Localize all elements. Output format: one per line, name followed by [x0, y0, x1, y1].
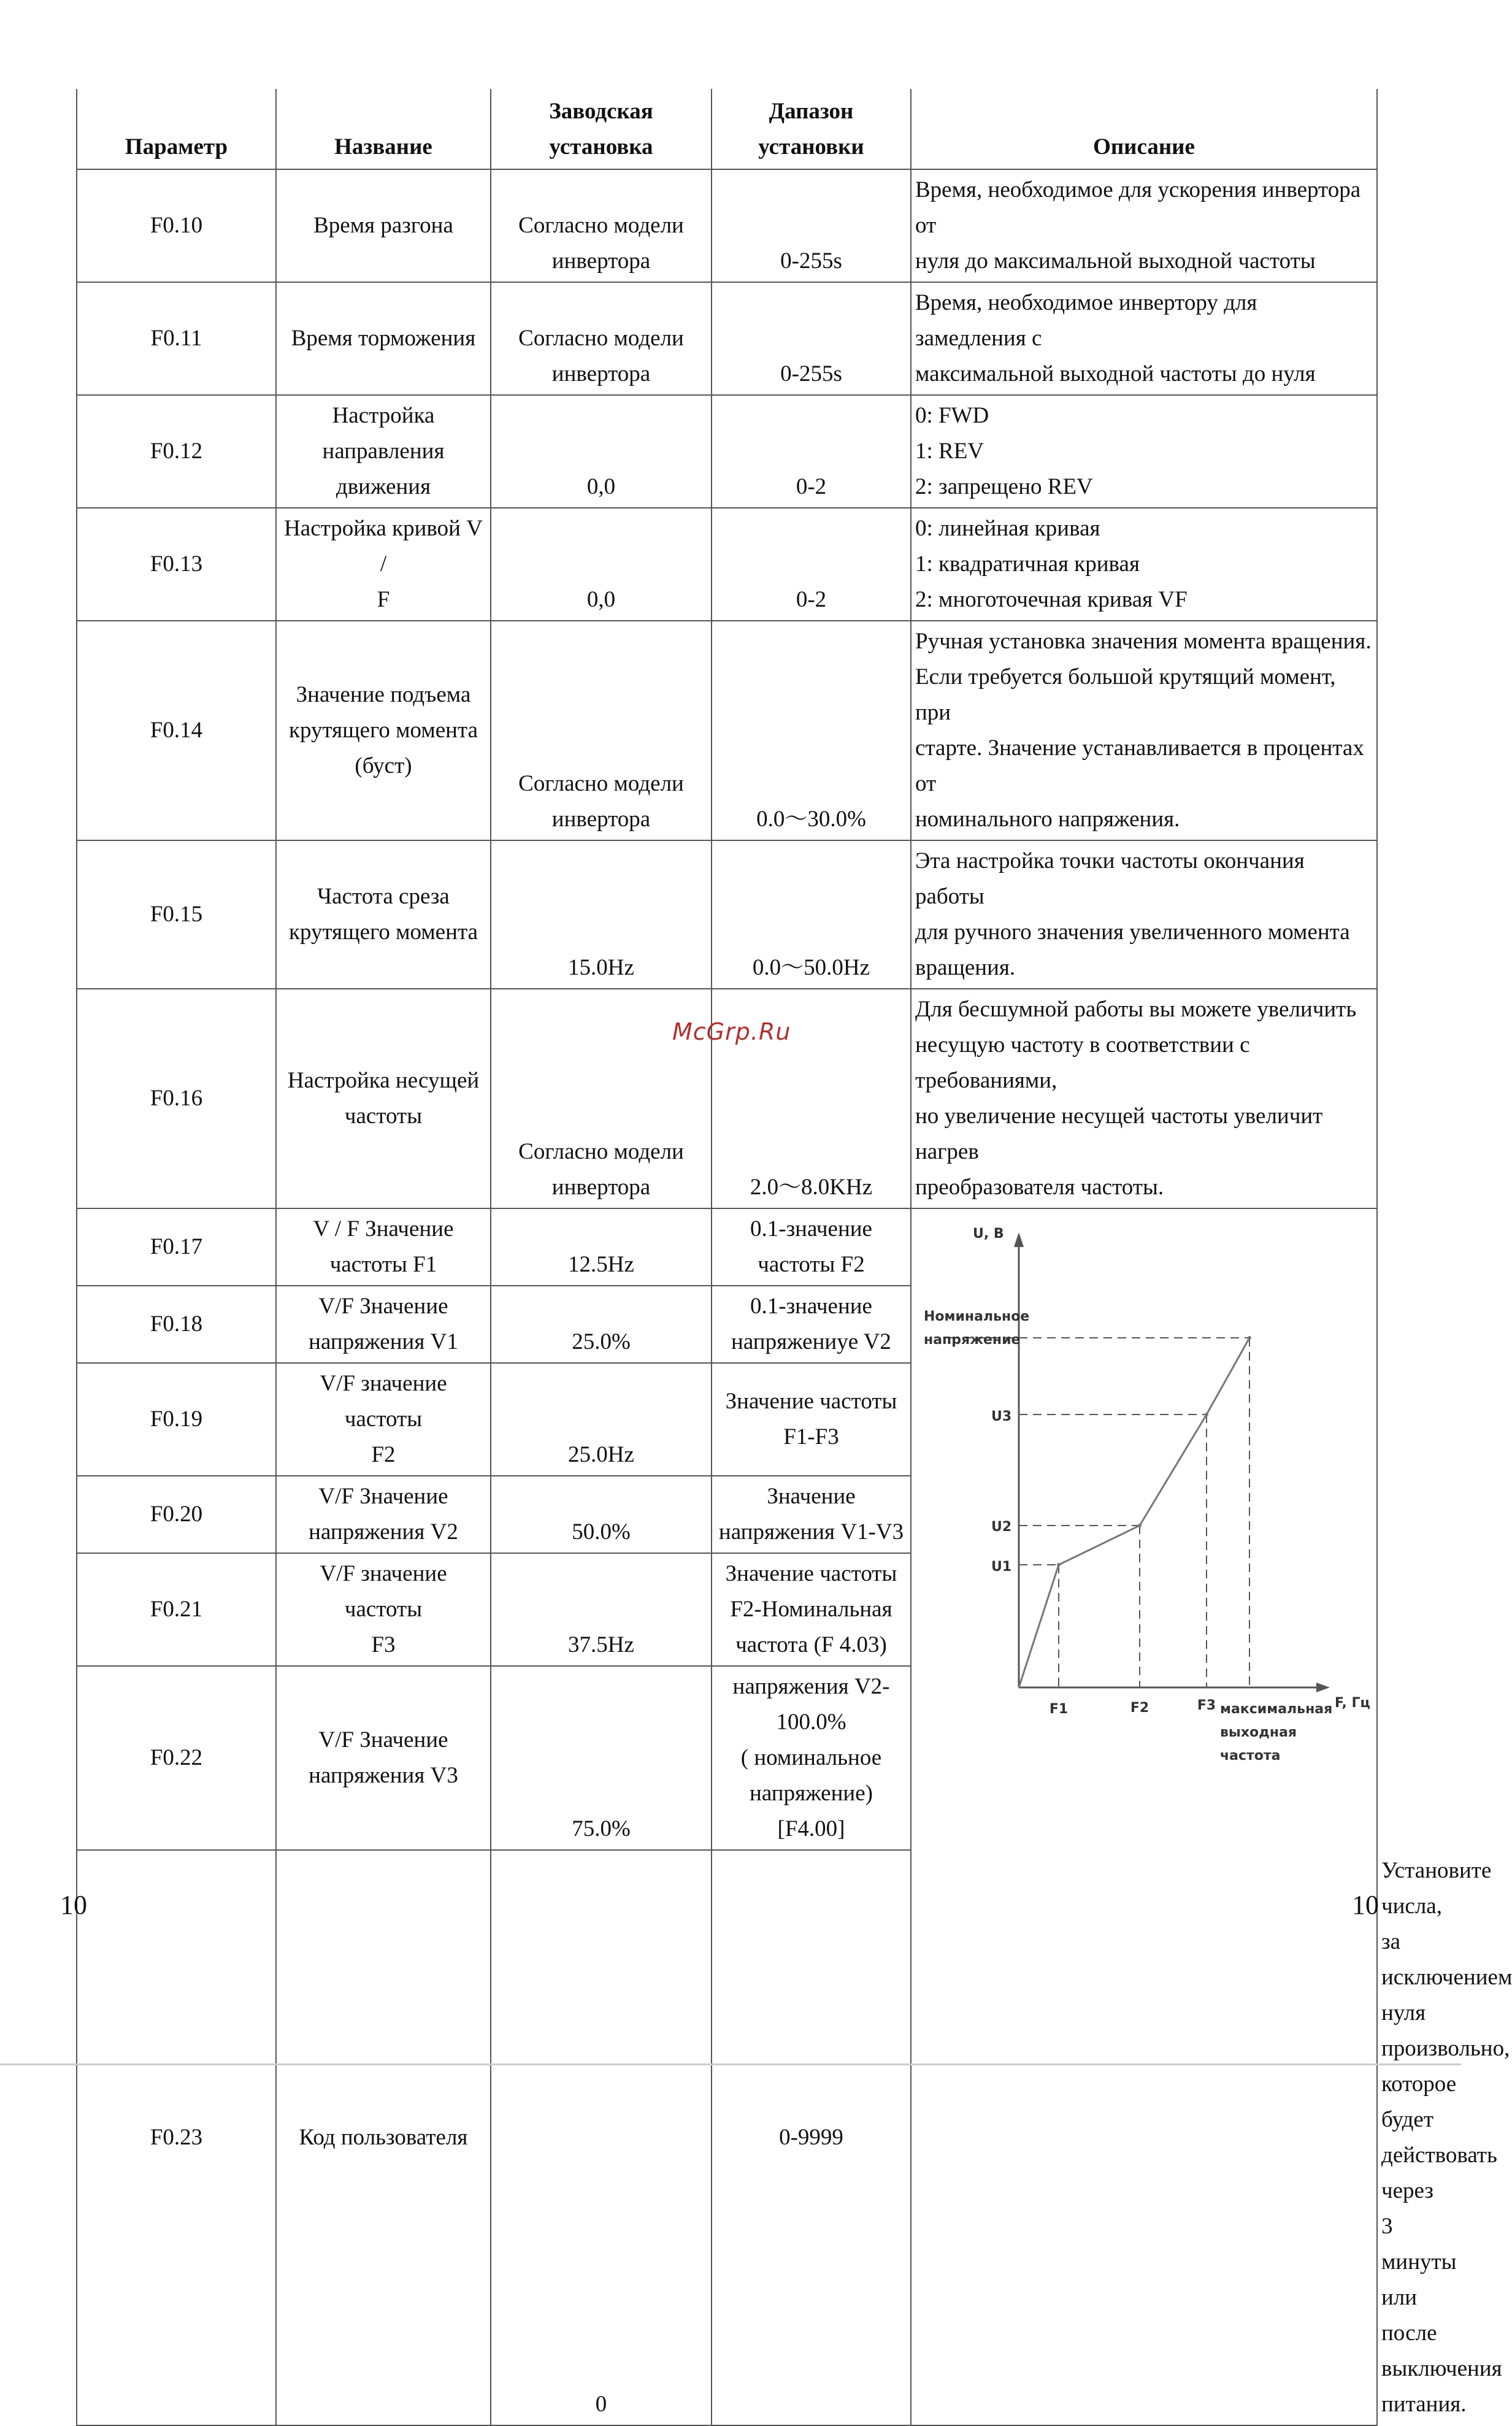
- page-number-left: 10: [60, 1890, 87, 1920]
- setting-range: [712, 1363, 911, 1476]
- param-name: [276, 395, 491, 508]
- param-name: [276, 1286, 491, 1363]
- name-line: V/F Значение: [318, 1484, 448, 1509]
- factory-line: 0: [595, 2392, 607, 2417]
- table-row: [77, 508, 1377, 621]
- desc-line: Эта настройка точки частоты окончания работы: [915, 848, 1305, 909]
- x-axis-arrow-icon: [1316, 1683, 1330, 1692]
- setting-range: [712, 621, 911, 840]
- param-name: [276, 1666, 491, 1850]
- factory-setting: [491, 1286, 712, 1363]
- factory-line: 75.0%: [572, 1816, 631, 1841]
- table-row: [77, 621, 1377, 840]
- range-line: напряжения V2-: [732, 1674, 890, 1699]
- param-code: F0.17: [77, 1208, 276, 1286]
- header-factory: Заводская установка: [491, 89, 712, 169]
- factory-setting: [491, 169, 712, 282]
- page-number-right: 10: [1352, 1890, 1379, 1920]
- setting-range: [712, 1553, 911, 1666]
- name-line: (буст): [355, 753, 412, 778]
- param-name: [276, 508, 491, 621]
- param-name: [276, 989, 491, 1208]
- range-line: 0-255s: [780, 248, 842, 274]
- factory-line: 0,0: [586, 587, 616, 612]
- name-line: V/F значение частоты: [320, 1561, 447, 1622]
- factory-line: Согласно модели: [518, 771, 684, 796]
- factory-setting: [491, 282, 712, 395]
- range-line: 0-2: [796, 474, 827, 499]
- param-code: F0.23: [77, 1850, 276, 2425]
- vf-curve-chart: [911, 1209, 1378, 1764]
- range-line: 0.0～50.0Hz: [752, 955, 870, 980]
- header-range-line: Дапазон: [769, 99, 854, 124]
- range-line: напряжение) [F4.00]: [750, 1781, 873, 1841]
- u1-label: U1: [991, 1559, 1012, 1575]
- factory-line: инвертора: [551, 807, 651, 832]
- name-line: Настройка: [332, 403, 435, 428]
- desc-line: Ручная установка значения момента вращения.: [915, 629, 1372, 654]
- name-line: частоты: [344, 1104, 423, 1129]
- desc-line: номинального напряжения.: [915, 807, 1180, 832]
- factory-setting: [491, 1363, 712, 1476]
- name-line: Значение подъема: [296, 682, 471, 707]
- u2-label: U2: [991, 1519, 1012, 1535]
- param-code: F0.13: [77, 508, 276, 621]
- header-desc: Описание: [911, 89, 1377, 169]
- x-axis-label: F, Гц: [1335, 1695, 1370, 1711]
- name-line: V/F Значение: [318, 1294, 448, 1319]
- max-frequency-label: частота: [1220, 1748, 1281, 1764]
- factory-setting: [491, 1476, 712, 1553]
- desc-line: для ручного значения увеличенного момента: [915, 919, 1350, 945]
- name-line: напряжения V3: [309, 1763, 458, 1788]
- header-range: [712, 89, 911, 169]
- setting-range: [712, 1666, 911, 1850]
- setting-range: [712, 395, 911, 508]
- range-line: частоты F2: [758, 1252, 865, 1277]
- range-line: Значение частоты: [725, 1389, 897, 1414]
- table-row: [77, 169, 1377, 282]
- range-line: F1-F3: [783, 1424, 839, 1449]
- name-line: V/F значение частоты: [320, 1371, 447, 1432]
- range-line: 2.0～8.0KHz: [750, 1175, 873, 1200]
- factory-line: инвертора: [551, 1175, 651, 1200]
- nominal-voltage-label: Номинальное: [924, 1309, 1030, 1324]
- range-line: 0-2: [796, 587, 827, 612]
- name-line: направления движения: [322, 439, 445, 499]
- range-line: 0-9999: [779, 2125, 843, 2150]
- y-axis-label: U, В: [973, 1226, 1004, 1242]
- description: [911, 621, 1377, 840]
- param-name: [276, 1553, 491, 1666]
- desc-line: 0: линейная кривая: [915, 516, 1100, 541]
- name-line: Время торможения: [291, 326, 476, 351]
- range-line: напряжения V1-V3: [718, 1519, 904, 1545]
- setting-range: [712, 840, 911, 989]
- description: [911, 508, 1377, 621]
- desc-line: 2: запрещено REV: [915, 474, 1093, 499]
- factory-setting: [491, 621, 712, 840]
- header-range-line: установки: [758, 134, 864, 159]
- description: [911, 989, 1377, 1208]
- u3-label: U3: [991, 1409, 1012, 1424]
- range-line: F2-Номинальная: [730, 1597, 892, 1622]
- param-code: F0.12: [77, 395, 276, 508]
- setting-range: [712, 282, 911, 395]
- factory-setting: [491, 395, 712, 508]
- range-line: Значение частоты: [725, 1561, 897, 1586]
- f1-label: F1: [1049, 1702, 1069, 1717]
- factory-line: 37.5Hz: [568, 1632, 634, 1657]
- param-code: F0.11: [77, 282, 276, 395]
- param-name: [276, 840, 491, 989]
- name-line: Настройка кривой V /: [284, 516, 483, 577]
- setting-range: [712, 169, 911, 282]
- setting-range: [712, 1208, 911, 1286]
- name-line: V/F Значение: [318, 1727, 448, 1752]
- factory-line: Согласно модели: [518, 1139, 684, 1164]
- param-code: F0.10: [77, 169, 276, 282]
- watermark: McGrp.Ru: [672, 1018, 791, 1045]
- max-frequency-label: максимальная: [1220, 1702, 1333, 1717]
- factory-line: 0,0: [586, 474, 616, 499]
- name-line: Время разгона: [313, 213, 453, 238]
- name-line: Настройка несущей: [287, 1068, 480, 1093]
- setting-range: [712, 1850, 911, 2425]
- parameter-table: [76, 89, 1512, 2426]
- y-axis-arrow-icon: [1014, 1232, 1024, 1247]
- table-header-row: [77, 89, 1377, 169]
- table-row: [77, 1208, 1377, 1286]
- range-line: 0-255s: [780, 361, 842, 386]
- vf-curve-point: [1205, 1413, 1208, 1416]
- range-line: напряжениye V2: [731, 1329, 891, 1354]
- table-row: [77, 282, 1377, 395]
- setting-range: [712, 1476, 911, 1553]
- nominal-voltage-label: напряжение: [924, 1332, 1021, 1348]
- name-line: F3: [371, 1632, 396, 1657]
- setting-range: [712, 1286, 911, 1363]
- range-line: 0.1-значение: [750, 1294, 872, 1319]
- vf-curve-point: [1138, 1524, 1142, 1527]
- param-code: F0.20: [77, 1476, 276, 1553]
- factory-setting: [491, 1553, 712, 1666]
- vf-curve-line: [1019, 1338, 1249, 1687]
- desc-line: нуля до максимальной выходной частоты: [915, 248, 1316, 274]
- param-name: [276, 1850, 491, 2425]
- header-param: Параметр: [77, 89, 276, 169]
- name-line: Частота среза: [317, 884, 450, 909]
- range-line: 0.0～30.0%: [756, 807, 866, 832]
- vf-curve-point: [1248, 1336, 1251, 1340]
- table-row: [77, 840, 1377, 989]
- factory-setting: [491, 508, 712, 621]
- param-name: [276, 1208, 491, 1286]
- factory-line: инвертора: [551, 361, 651, 386]
- factory-setting: [491, 1850, 712, 2425]
- factory-setting: [491, 1666, 712, 1850]
- vf-chart-cell: [911, 1208, 1377, 2425]
- desc-line: Время, необходимое для ускорения инвертора от: [915, 177, 1361, 238]
- range-line: 0.1-значение: [750, 1216, 872, 1242]
- desc-line: вращения.: [915, 955, 1016, 980]
- name-line: частоты F1: [329, 1252, 437, 1277]
- param-code: F0.15: [77, 840, 276, 989]
- factory-setting: [491, 1208, 712, 1286]
- bottom-rule: [0, 2063, 1461, 2065]
- table-body: [77, 169, 1512, 2425]
- desc-line: 1: REV: [915, 439, 984, 464]
- setting-range: [712, 508, 911, 621]
- name-line: F: [377, 587, 390, 612]
- param-name: [276, 621, 491, 840]
- factory-line: 25.0Hz: [568, 1442, 634, 1467]
- description: [911, 282, 1377, 395]
- name-line: крутящего момента: [289, 919, 478, 945]
- name-line: F2: [371, 1442, 396, 1467]
- param-name: [276, 1476, 491, 1553]
- desc-line: но увеличение несущей частоты увеличит нагрев: [915, 1104, 1323, 1164]
- header-name: Название: [276, 89, 491, 169]
- desc-line: преобразователя частоты.: [915, 1175, 1164, 1200]
- range-line: частота (F 4.03): [735, 1632, 887, 1657]
- desc-line: несущую частоту в соответствии с требованиями,: [915, 1032, 1250, 1093]
- name-line: крутящего момента: [289, 718, 478, 743]
- table-row: [77, 395, 1377, 508]
- f3-label: F3: [1197, 1698, 1216, 1713]
- desc-line: максимальной выходной частоты до нуля: [915, 361, 1316, 386]
- f2-label: F2: [1130, 1700, 1149, 1716]
- name-line: напряжения V1: [309, 1329, 458, 1354]
- factory-setting: [491, 840, 712, 989]
- desc-line: Для бесшумной работы вы можете увеличить: [915, 997, 1357, 1022]
- name-line: Код пользователя: [299, 2125, 468, 2150]
- factory-line: 15.0Hz: [568, 955, 634, 980]
- factory-line: инвертора: [551, 248, 651, 274]
- range-line: ( номинальное: [740, 1745, 882, 1770]
- param-code: F0.21: [77, 1553, 276, 1666]
- description: [911, 395, 1377, 508]
- desc-line: старте. Значение устанавливается в процентах от: [915, 735, 1364, 796]
- desc-line: 0: FWD: [915, 403, 989, 428]
- max-frequency-label: выходная: [1220, 1725, 1297, 1740]
- vf-curve-point: [1057, 1563, 1061, 1567]
- param-name: [276, 169, 491, 282]
- factory-line: Согласно модели: [518, 326, 684, 351]
- name-line: напряжения V2: [309, 1519, 458, 1545]
- name-line: V / F Значение: [313, 1216, 454, 1242]
- table-row: F0.23 Код пользователя 0 0-9999 Установите числа, за исключением нуля произвольно, которое будет действовать через 3 минуты или после выключения питания.: [77, 1850, 1377, 2425]
- desc-line: 2: многоточечная кривая VF: [915, 587, 1188, 612]
- param-code: F0.16: [77, 989, 276, 1208]
- param-code: F0.19: [77, 1363, 276, 1476]
- param-name: [276, 1363, 491, 1476]
- param-code: F0.18: [77, 1286, 276, 1363]
- factory-line: 12.5Hz: [568, 1252, 634, 1277]
- param-code: F0.14: [77, 621, 276, 840]
- range-line: 100.0%: [776, 1710, 846, 1735]
- desc-line: Время, необходимое инвертору для замедления с: [915, 290, 1257, 351]
- range-line: Значение: [767, 1484, 856, 1509]
- description: [911, 840, 1377, 989]
- factory-line: 25.0%: [572, 1329, 631, 1354]
- description: [911, 169, 1377, 282]
- desc-line: 1: квадратичная кривая: [915, 551, 1140, 577]
- factory-line: Согласно модели: [518, 213, 684, 238]
- desc-line: Если требуется большой крутящий момент, при: [915, 664, 1336, 725]
- param-name: [276, 282, 491, 395]
- param-code: F0.22: [77, 1666, 276, 1850]
- factory-line: 50.0%: [572, 1519, 631, 1545]
